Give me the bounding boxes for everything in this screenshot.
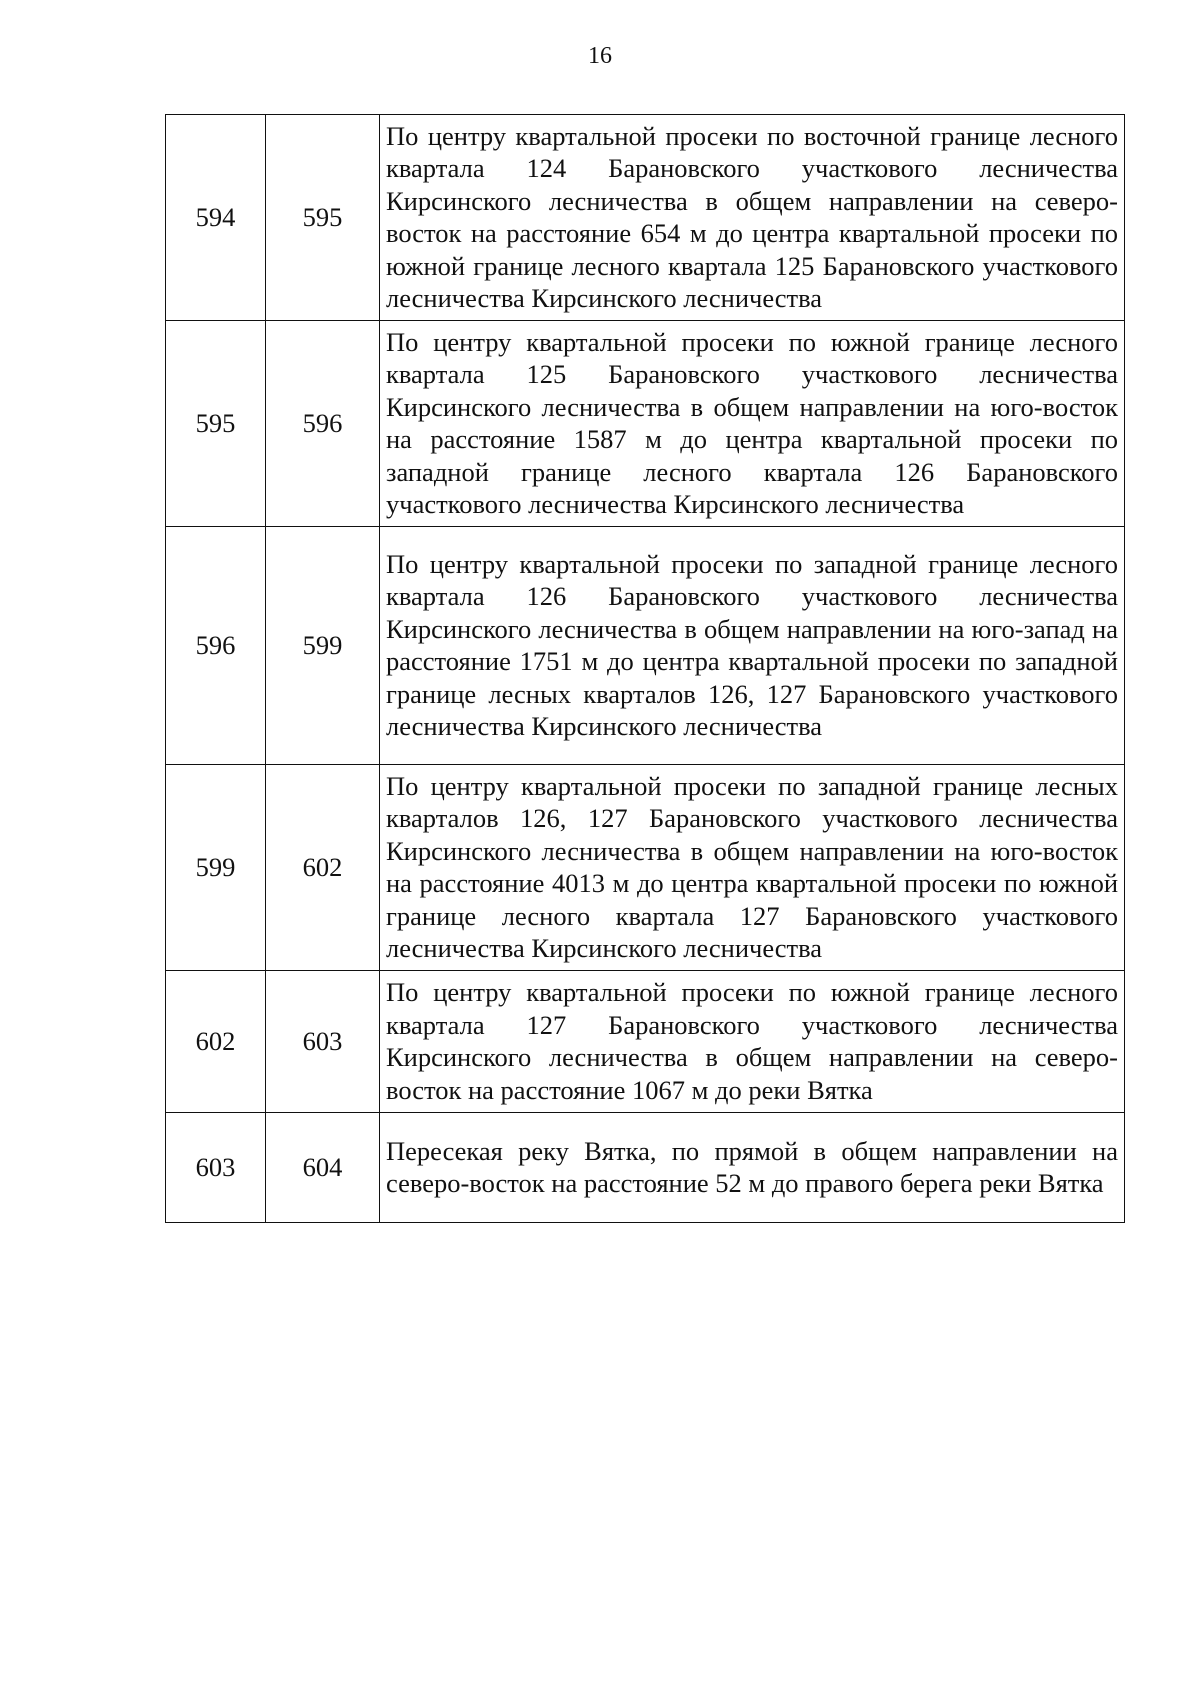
from-point-cell: 595 bbox=[166, 321, 266, 527]
page-number: 16 bbox=[588, 43, 612, 69]
from-point-cell: 599 bbox=[166, 765, 266, 971]
table-row bbox=[166, 1113, 1125, 1223]
boundary-description-cell: По центру квартальной просеки по западной границе лесного квартала 126 Барановского участкового лесничества Кирсинского лесничества в общем направлении на юго-запад на расстояние 1751 м до центра квартальной просеки по западной границе лесных кварталов 126, 127 Барановского участкового лесничества Кирсинского лесничества bbox=[380, 527, 1125, 765]
from-point-cell: 603 bbox=[166, 1113, 266, 1223]
table-row bbox=[166, 527, 1125, 765]
boundary-description-cell: По центру квартальной просеки по восточной границе лесного квартала 124 Барановского участкового лесничества Кирсинского лесничества в общем направлении на северо-восток на расстояние 654 м до центра квартальной просеки по южной границе лесного квартала 125 Барановского участкового лесничества Кирсинского лесничества bbox=[380, 115, 1125, 321]
to-point-cell: 596 bbox=[266, 321, 380, 527]
table-row bbox=[166, 765, 1125, 971]
from-point-cell: 594 bbox=[166, 115, 266, 321]
from-point-cell: 596 bbox=[166, 527, 266, 765]
boundary-description-cell: Пересекая реку Вятка, по прямой в общем направлении на северо-восток на расстояние 52 м до правого берега реки Вятка bbox=[380, 1113, 1125, 1223]
table-row bbox=[166, 971, 1125, 1113]
to-point-cell: 604 bbox=[266, 1113, 380, 1223]
boundary-description-cell: По центру квартальной просеки по западной границе лесных кварталов 126, 127 Барановского участкового лесничества Кирсинского лесничества в общем направлении на юго-восток на расстояние 4013 м до центра квартальной просеки по южной границе лесного квартала 127 Барановского участкового лесничества Кирсинского лесничества bbox=[380, 765, 1125, 971]
boundary-description-cell: По центру квартальной просеки по южной границе лесного квартала 125 Барановского участкового лесничества Кирсинского лесничества в общем направлении на юго-восток на расстояние 1587 м до центра квартальной просеки по западной границе лесного квартала 126 Барановского участкового лесничества Кирсинского лесничества bbox=[380, 321, 1125, 527]
from-point-cell: 602 bbox=[166, 971, 266, 1113]
to-point-cell: 603 bbox=[266, 971, 380, 1113]
boundary-description-table bbox=[165, 114, 1125, 1223]
boundary-description-cell: По центру квартальной просеки по южной границе лесного квартала 127 Барановского участкового лесничества Кирсинского лесничества в общем направлении на северо-восток на расстояние 1067 м до реки Вятка bbox=[380, 971, 1125, 1113]
table-row bbox=[166, 115, 1125, 321]
to-point-cell: 599 bbox=[266, 527, 380, 765]
to-point-cell: 602 bbox=[266, 765, 380, 971]
to-point-cell: 595 bbox=[266, 115, 380, 321]
table-row bbox=[166, 321, 1125, 527]
